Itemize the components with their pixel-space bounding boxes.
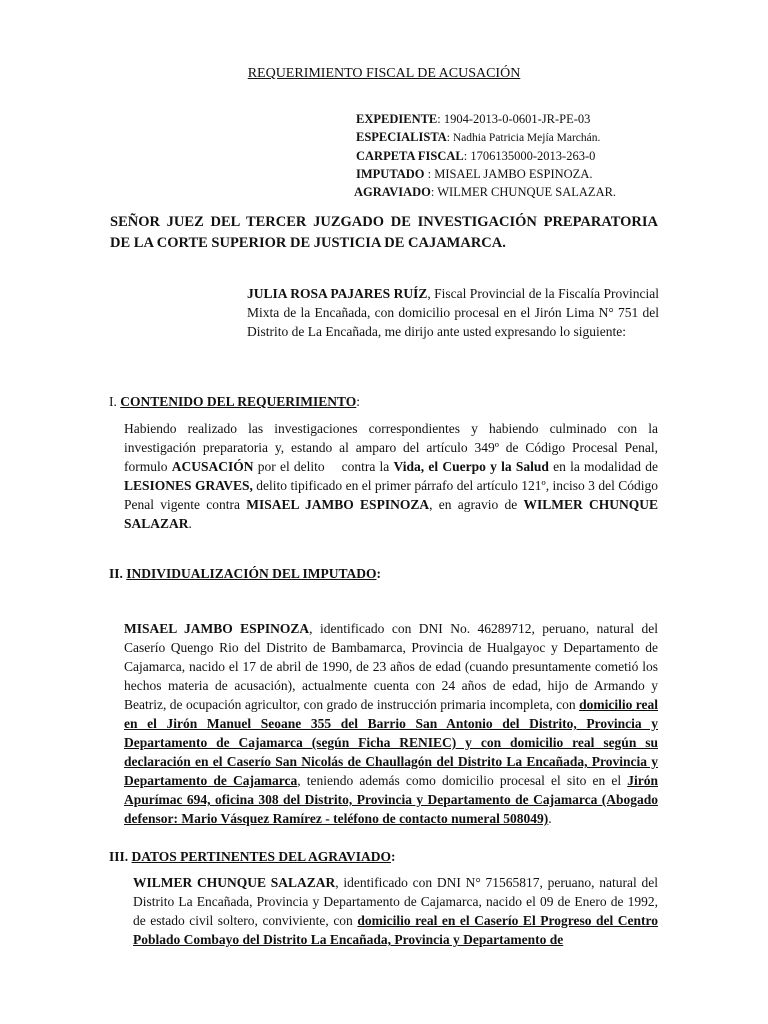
- addressee: SEÑOR JUEZ DEL TERCER JUZGADO DE INVESTIGACIÓN PREPARATORIA DE LA CORTE SUPERIOR DE JUSTICIA DE CAJAMARCA.: [110, 214, 658, 251]
- intro-paragraph: JULIA ROSA PAJARES RUÍZ, Fiscal Provincial de la Fiscalía Provincial Mixta de la Encañada, con domicilio procesal en el Jirón Lima N° 751 del Distrito de La Encañada, me dirijo ante usted expresando lo siguiente:: [247, 286, 659, 339]
- section-1-heading: I. CONTENIDO DEL REQUERIMIENTO:: [109, 394, 361, 409]
- imputado-row: IMPUTADO : MISAEL JAMBO ESPINOZA.: [356, 167, 593, 181]
- section-1-paragraph: Habiendo realizado las investigaciones correspondientes y habiendo culminado con la investigación preparatoria y, estando al amparo del artículo 349º de Código Procesal Penal, formulo ACUSACIÓN por el delito contra la Vida, el Cuerpo y la Salud en la modalidad de LESIONES GRAVES, delito tipificado en el primer párrafo del artículo 121º, inciso 3 del Código Penal vigente contra MISAEL JAMBO ESPINOZA, en agravio de WILMER CHUNQUE SALAZAR.: [124, 421, 659, 531]
- section-2-heading: II. INDIVIDUALIZACIÓN DEL IMPUTADO:: [109, 566, 382, 581]
- agraviado-row: AGRAVIADO: WILMER CHUNQUE SALAZAR.: [354, 185, 617, 199]
- carpeta-row: CARPETA FISCAL: 1706135000-2013-263-0: [356, 149, 596, 163]
- section-3-paragraph: WILMER CHUNQUE SALAZAR, identificado con DNI N° 71565817, peruano, natural del Distrito La Encañada, Provincia y Departamento de Cajamarca, nacido el 09 de Enero de 1992, de estado civil soltero, conviviente, con domicilio real en el Caserío El Progreso del Centro Poblado Combayo del Distrito La Encañada, Provincia y Departamento de: [133, 875, 658, 947]
- expediente-row: EXPEDIENTE: 1904-2013-0-0601-JR-PE-03: [356, 112, 591, 126]
- case-metadata: [356, 110, 616, 201]
- section-3-heading: III. DATOS PERTINENTES DEL AGRAVIADO:: [109, 849, 396, 864]
- document-title: REQUERIMIENTO FISCAL DE ACUSACIÓN: [247, 66, 521, 81]
- section-2-paragraph: MISAEL JAMBO ESPINOZA, identificado con DNI No. 46289712, peruano, natural del Caserío Quengo Rio del Distrito de Bambamarca, Provincia de Hualgayoc y Departamento de Cajamarca, nacido el 17 de abril de 1990, de 23 años de edad (cuando presuntamente cometió los hechos materia de acusación), actualmente cuenta con 24 años de edad, hijo de Armando y Beatriz, de ocupación agricultor, con grado de instrucción primaria incompleta, con domicilio real en el Jirón Manuel Seoane 355 del Barrio San Antonio del Distrito, Provincia y Departamento de Cajamarca (según Ficha RENIEC) y con domicilio real según su declaración en el Caserío San Nicolás de Chaullagón del Distrito La Encañada, Provincia y Departamento de Cajamarca, teniendo además como domicilio procesal el sito en el Jirón Apurímac 694, oficina 308 del Distrito, Provincia y Departamento de Cajamarca (Abogado defensor: Mario Vásquez Ramírez - teléfono de contacto numeral 508049).: [124, 621, 658, 826]
- especialista-row: ESPECIALISTA: Nadhia Patricia Mejía Marchán.: [356, 130, 601, 144]
